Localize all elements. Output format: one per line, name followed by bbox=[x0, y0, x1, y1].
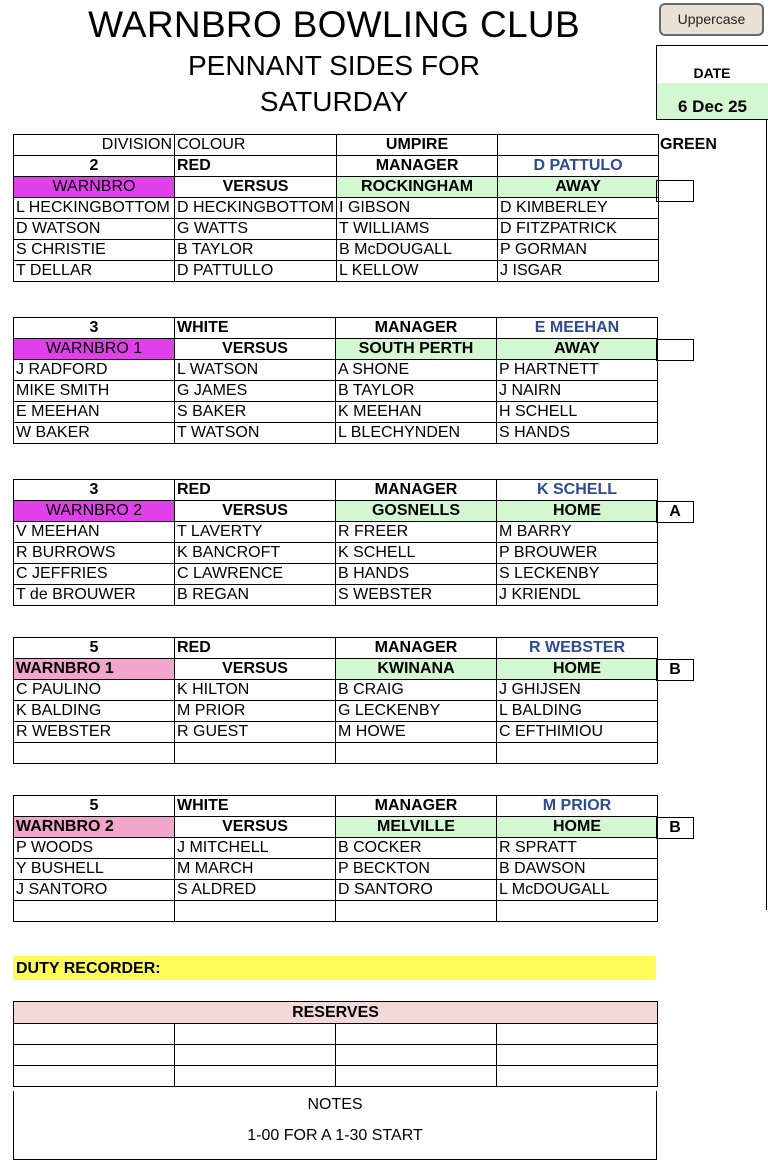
player-cell[interactable] bbox=[175, 901, 336, 922]
versus-label: VERSUS bbox=[175, 501, 336, 522]
player-row bbox=[14, 360, 658, 381]
player-cell[interactable]: MIKE SMITH bbox=[14, 381, 175, 402]
date-value[interactable]: 6 Dec 25 bbox=[657, 83, 768, 119]
colour-value[interactable]: RED bbox=[175, 156, 337, 177]
division-number[interactable]: 3 bbox=[14, 318, 175, 339]
reserve-cell[interactable] bbox=[497, 1066, 658, 1087]
manager-label: MANAGER bbox=[336, 318, 497, 339]
player-row bbox=[14, 585, 658, 606]
player-cell[interactable]: S LECKENBY bbox=[497, 564, 658, 585]
player-cell[interactable]: J MITCHELL bbox=[175, 838, 336, 859]
colour-value[interactable]: WHITE bbox=[175, 318, 336, 339]
player-cell[interactable]: R SPRATT bbox=[497, 838, 658, 859]
player-cell[interactable]: S ALDRED bbox=[175, 880, 336, 901]
player-cell[interactable]: T de BROUWER bbox=[14, 585, 175, 606]
player-cell[interactable]: G LECKENBY bbox=[336, 701, 497, 722]
venue[interactable]: AWAY bbox=[498, 177, 659, 198]
block-info-row bbox=[14, 638, 658, 659]
player-cell[interactable]: R FREER bbox=[336, 522, 497, 543]
player-cell[interactable]: J NAIRN bbox=[497, 381, 658, 402]
notes-box bbox=[13, 1091, 657, 1160]
versus-label: VERSUS bbox=[175, 659, 336, 680]
date-label: DATE bbox=[693, 65, 731, 81]
manager-name[interactable]: M PRIOR bbox=[497, 796, 658, 817]
player-cell[interactable]: C JEFFRIES bbox=[14, 564, 175, 585]
player-cell[interactable]: M BARRY bbox=[497, 522, 658, 543]
player-cell[interactable]: I GIBSON bbox=[337, 198, 498, 219]
reserve-cell[interactable] bbox=[14, 1066, 175, 1087]
player-cell[interactable]: S BAKER bbox=[175, 402, 336, 423]
division-block-2 bbox=[13, 317, 658, 444]
subtitle-line1: PENNANT SIDES FOR bbox=[188, 50, 480, 81]
player-row bbox=[14, 543, 658, 564]
player-cell[interactable]: S CHRISTIE bbox=[14, 240, 175, 261]
manager-name[interactable]: K SCHELL bbox=[497, 480, 658, 501]
player-cell[interactable]: S WEBSTER bbox=[336, 585, 497, 606]
block-info-row bbox=[14, 796, 658, 817]
venue[interactable]: HOME bbox=[497, 659, 658, 680]
player-row bbox=[14, 381, 658, 402]
versus-label: VERSUS bbox=[175, 817, 336, 838]
reserve-cell[interactable] bbox=[497, 1024, 658, 1045]
block-info-row bbox=[14, 480, 658, 501]
player-row bbox=[14, 680, 658, 701]
green-cell[interactable] bbox=[656, 180, 694, 202]
player-row bbox=[14, 522, 658, 543]
green-cell[interactable]: A bbox=[656, 501, 694, 523]
player-row bbox=[14, 423, 658, 444]
notes-label: NOTES bbox=[307, 1096, 363, 1113]
manager-name[interactable]: E MEEHAN bbox=[497, 318, 658, 339]
player-cell[interactable]: R WEBSTER bbox=[14, 722, 175, 743]
player-cell[interactable]: P BROUWER bbox=[497, 543, 658, 564]
division-header: DIVISION bbox=[14, 135, 175, 156]
player-cell[interactable]: L WATSON bbox=[175, 360, 336, 381]
player-cell[interactable]: W BAKER bbox=[14, 423, 175, 444]
opponent-name[interactable]: KWINANA bbox=[336, 659, 497, 680]
player-cell[interactable]: S HANDS bbox=[497, 423, 658, 444]
match-row bbox=[14, 339, 658, 360]
player-cell[interactable]: P WOODS bbox=[14, 838, 175, 859]
player-cell[interactable] bbox=[14, 901, 175, 922]
umpire-value[interactable] bbox=[498, 135, 659, 156]
player-cell[interactable]: L McDOUGALL bbox=[497, 880, 658, 901]
player-cell[interactable]: G JAMES bbox=[175, 381, 336, 402]
reserve-cell[interactable] bbox=[175, 1066, 336, 1087]
player-cell[interactable]: D WATSON bbox=[14, 219, 175, 240]
team-name[interactable]: WARNBRO 1 bbox=[14, 339, 175, 360]
manager-label: MANAGER bbox=[336, 480, 497, 501]
player-cell[interactable]: V MEEHAN bbox=[14, 522, 175, 543]
player-cell[interactable]: L HECKINGBOTTOM bbox=[14, 198, 175, 219]
colour-header: COLOUR bbox=[175, 135, 337, 156]
reserves-title: RESERVES bbox=[14, 1002, 658, 1024]
reserve-cell[interactable] bbox=[14, 1045, 175, 1066]
player-row bbox=[14, 240, 659, 261]
player-cell[interactable]: B REGAN bbox=[175, 585, 336, 606]
player-cell[interactable]: B CRAIG bbox=[336, 680, 497, 701]
club-title: WARNBRO BOWLING CLUB bbox=[88, 4, 580, 45]
player-cell[interactable]: K BANCROFT bbox=[175, 543, 336, 564]
player-cell[interactable]: B COCKER bbox=[336, 838, 497, 859]
division-block-5 bbox=[13, 795, 658, 922]
player-cell[interactable]: P HARTNETT bbox=[497, 360, 658, 381]
player-cell[interactable]: K HILTON bbox=[175, 680, 336, 701]
player-row bbox=[14, 880, 658, 901]
reserve-cell[interactable] bbox=[14, 1024, 175, 1045]
player-cell[interactable]: J SANTORO bbox=[14, 880, 175, 901]
player-row bbox=[14, 722, 658, 743]
player-row bbox=[14, 901, 658, 922]
match-row bbox=[14, 501, 658, 522]
player-cell[interactable]: D SANTORO bbox=[336, 880, 497, 901]
manager-name[interactable]: D PATTULO bbox=[498, 156, 659, 177]
manager-label: MANAGER bbox=[336, 796, 497, 817]
division-block-4 bbox=[13, 637, 658, 764]
player-cell[interactable]: D PATTULLO bbox=[175, 261, 337, 282]
match-row bbox=[14, 817, 658, 838]
player-cell[interactable]: J ISGAR bbox=[498, 261, 659, 282]
player-cell[interactable]: T WILLIAMS bbox=[337, 219, 498, 240]
team-name[interactable]: WARNBRO 2 bbox=[14, 817, 175, 838]
player-cell[interactable]: H SCHELL bbox=[497, 402, 658, 423]
player-cell[interactable]: J KRIENDL bbox=[497, 585, 658, 606]
opponent-name[interactable]: ROCKINGHAM bbox=[337, 177, 498, 198]
player-cell[interactable] bbox=[497, 743, 658, 764]
player-row bbox=[14, 261, 659, 282]
player-cell[interactable]: P GORMAN bbox=[498, 240, 659, 261]
reserve-cell[interactable] bbox=[336, 1024, 497, 1045]
reserves-table bbox=[13, 1001, 658, 1087]
versus-label: VERSUS bbox=[175, 177, 337, 198]
reserve-row bbox=[14, 1024, 658, 1045]
player-cell[interactable]: T LAVERTY bbox=[175, 522, 336, 543]
player-row bbox=[14, 219, 659, 240]
reserve-cell[interactable] bbox=[336, 1066, 497, 1087]
uppercase-button[interactable]: Uppercase bbox=[659, 3, 764, 36]
player-row bbox=[14, 198, 659, 219]
column-header-row bbox=[14, 135, 659, 156]
manager-label: MANAGER bbox=[337, 156, 498, 177]
match-row bbox=[14, 177, 659, 198]
player-cell[interactable]: C LAWRENCE bbox=[175, 564, 336, 585]
player-cell[interactable]: B HANDS bbox=[336, 564, 497, 585]
player-cell[interactable]: C PAULINO bbox=[14, 680, 175, 701]
player-cell[interactable]: P BECKTON bbox=[336, 859, 497, 880]
player-cell[interactable]: L BALDING bbox=[497, 701, 658, 722]
block-info-row bbox=[14, 156, 659, 177]
opponent-name[interactable]: MELVILLE bbox=[336, 817, 497, 838]
player-cell[interactable]: Y BUSHELL bbox=[14, 859, 175, 880]
column-divider bbox=[766, 120, 767, 910]
reserve-cell[interactable] bbox=[175, 1045, 336, 1066]
manager-name[interactable]: R WEBSTER bbox=[497, 638, 658, 659]
player-cell[interactable] bbox=[497, 901, 658, 922]
player-cell[interactable]: R BURROWS bbox=[14, 543, 175, 564]
venue[interactable]: HOME bbox=[497, 817, 658, 838]
player-cell[interactable] bbox=[14, 743, 175, 764]
player-cell[interactable]: L BLECHYNDEN bbox=[336, 423, 497, 444]
player-cell[interactable]: M PRIOR bbox=[175, 701, 336, 722]
player-cell[interactable]: M HOWE bbox=[336, 722, 497, 743]
colour-value[interactable]: WHITE bbox=[175, 796, 336, 817]
division-number[interactable]: 3 bbox=[14, 480, 175, 501]
player-cell[interactable]: B TAYLOR bbox=[175, 240, 337, 261]
venue[interactable]: AWAY bbox=[497, 339, 658, 360]
green-cell[interactable] bbox=[656, 339, 694, 361]
match-row bbox=[14, 659, 658, 680]
subtitle-line2: SATURDAY bbox=[259, 86, 409, 117]
colour-value[interactable]: RED bbox=[175, 638, 336, 659]
player-cell[interactable]: D HECKINGBOTTOM bbox=[175, 198, 337, 219]
player-row bbox=[14, 701, 658, 722]
manager-label: MANAGER bbox=[336, 638, 497, 659]
player-cell[interactable] bbox=[336, 743, 497, 764]
player-cell[interactable]: J GHIJSEN bbox=[497, 680, 658, 701]
division-number[interactable]: 5 bbox=[14, 638, 175, 659]
player-cell[interactable] bbox=[336, 901, 497, 922]
player-cell[interactable]: A SHONE bbox=[336, 360, 497, 381]
player-cell[interactable]: C EFTHIMIOU bbox=[497, 722, 658, 743]
player-cell[interactable]: K SCHELL bbox=[336, 543, 497, 564]
reserve-row bbox=[14, 1066, 658, 1087]
player-cell[interactable]: G WATTS bbox=[175, 219, 337, 240]
venue[interactable]: HOME bbox=[497, 501, 658, 522]
team-name[interactable]: WARNBRO 1 bbox=[14, 659, 175, 680]
player-cell[interactable]: T WATSON bbox=[175, 423, 336, 444]
green-cell[interactable]: B bbox=[656, 659, 694, 681]
reserve-row bbox=[14, 1045, 658, 1066]
umpire-header: UMPIRE bbox=[337, 135, 498, 156]
division-number[interactable]: 5 bbox=[14, 796, 175, 817]
notes-text[interactable]: 1-00 FOR A 1-30 START bbox=[247, 1127, 423, 1144]
player-cell[interactable]: K MEEHAN bbox=[336, 402, 497, 423]
player-cell[interactable]: B TAYLOR bbox=[336, 381, 497, 402]
player-row bbox=[14, 859, 658, 880]
player-cell[interactable]: R GUEST bbox=[175, 722, 336, 743]
versus-label: VERSUS bbox=[175, 339, 336, 360]
player-row bbox=[14, 564, 658, 585]
green-label: GREEN bbox=[660, 136, 717, 153]
reserve-cell[interactable] bbox=[497, 1045, 658, 1066]
division-block-3 bbox=[13, 479, 658, 606]
colour-value[interactable]: RED bbox=[175, 480, 336, 501]
reserve-cell[interactable] bbox=[336, 1045, 497, 1066]
player-row bbox=[14, 838, 658, 859]
team-name[interactable]: WARNBRO 2 bbox=[14, 501, 175, 522]
duty-recorder-label[interactable]: DUTY RECORDER: bbox=[13, 956, 656, 980]
player-cell[interactable]: M MARCH bbox=[175, 859, 336, 880]
player-cell[interactable]: D FITZPATRICK bbox=[498, 219, 659, 240]
player-row bbox=[14, 743, 658, 764]
division-number[interactable]: 2 bbox=[14, 156, 175, 177]
block-info-row bbox=[14, 318, 658, 339]
player-cell[interactable]: T DELLAR bbox=[14, 261, 175, 282]
green-cell[interactable]: B bbox=[656, 817, 694, 839]
reserves-header-row bbox=[14, 1002, 658, 1024]
division-block-1 bbox=[13, 134, 659, 282]
opponent-name[interactable]: GOSNELLS bbox=[336, 501, 497, 522]
player-cell[interactable]: J RADFORD bbox=[14, 360, 175, 381]
player-cell[interactable] bbox=[175, 743, 336, 764]
player-cell[interactable]: K BALDING bbox=[14, 701, 175, 722]
player-cell[interactable]: B McDOUGALL bbox=[337, 240, 498, 261]
player-cell[interactable]: D KIMBERLEY bbox=[498, 198, 659, 219]
player-cell[interactable]: L KELLOW bbox=[337, 261, 498, 282]
player-cell[interactable]: B DAWSON bbox=[497, 859, 658, 880]
team-name[interactable]: WARNBRO bbox=[14, 177, 175, 198]
player-cell[interactable]: E MEEHAN bbox=[14, 402, 175, 423]
opponent-name[interactable]: SOUTH PERTH bbox=[336, 339, 497, 360]
player-row bbox=[14, 402, 658, 423]
reserve-cell[interactable] bbox=[175, 1024, 336, 1045]
